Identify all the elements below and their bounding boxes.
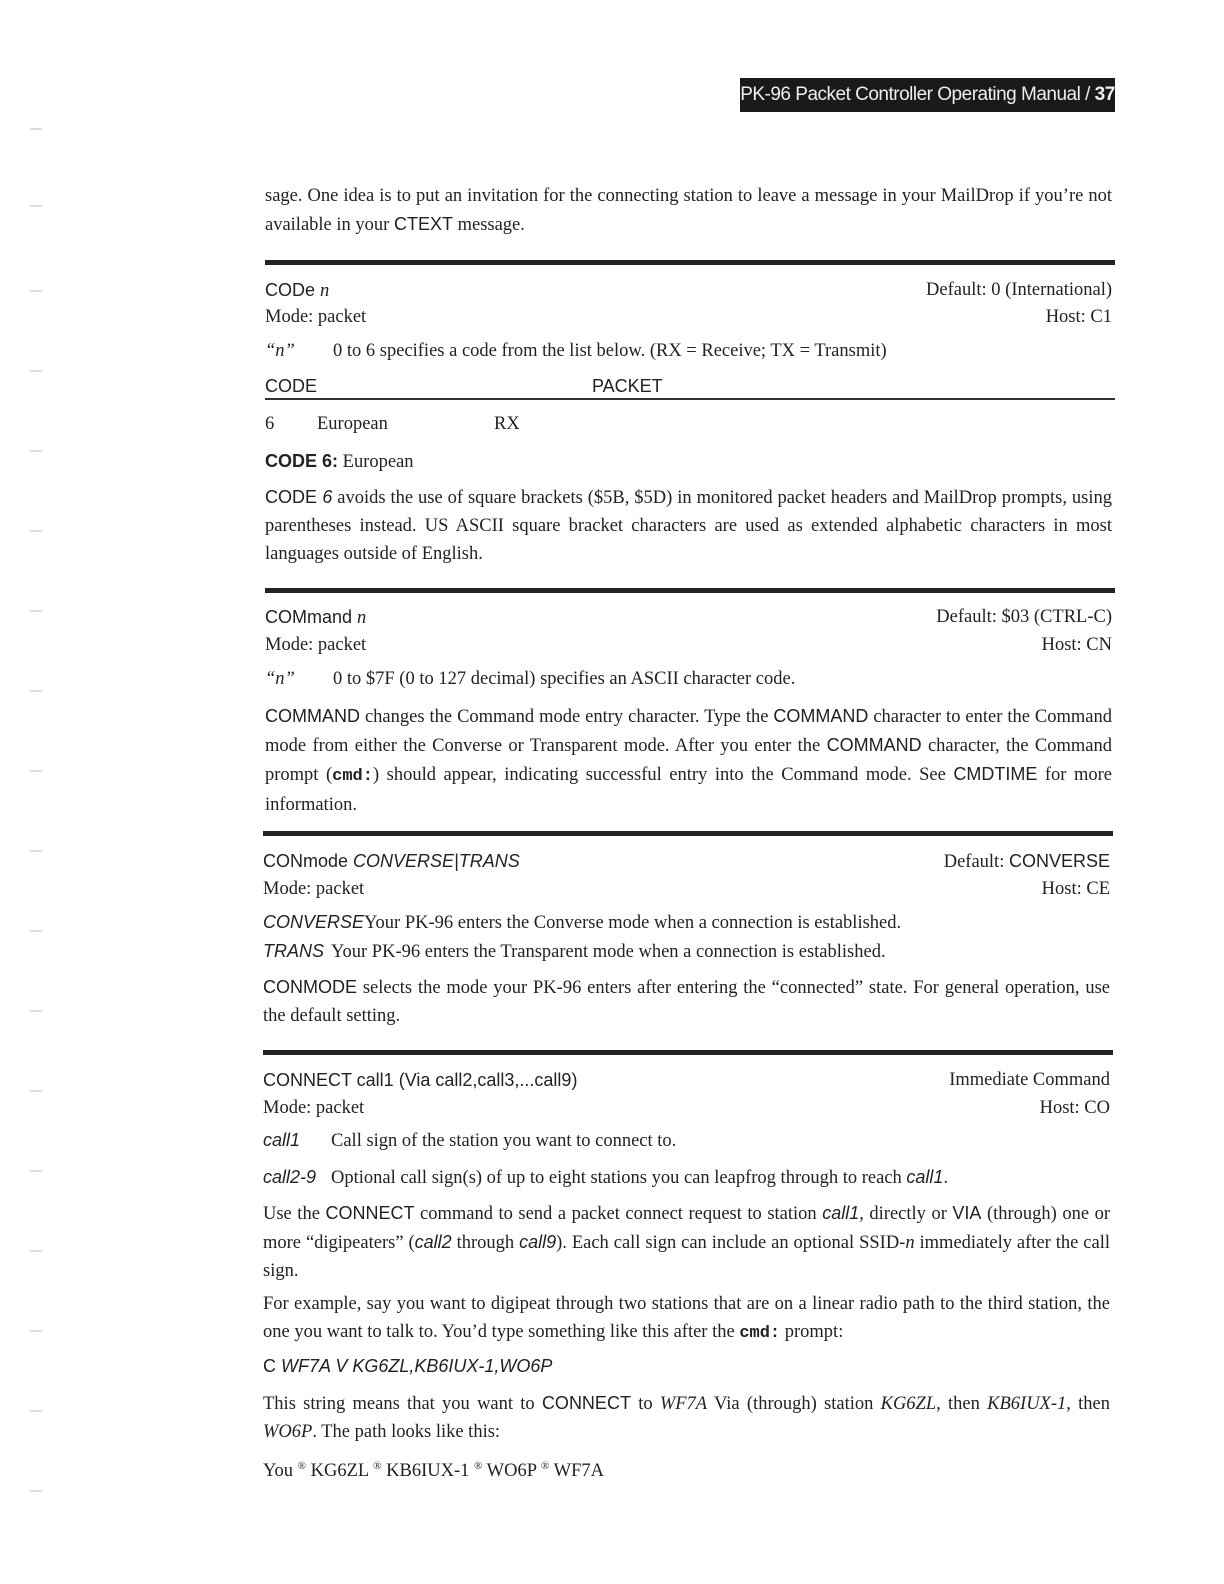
conmode-paragraph xyxy=(263,973,1110,1030)
param-term: “n” xyxy=(265,669,295,689)
text-run: For example, say you want to digipeat through two stations that are on a linear radio path to the third station, the one you want to talk to. You’d type something like this after the xyxy=(263,1294,1110,1342)
text-run: WO6P xyxy=(482,1461,541,1482)
param-desc: 0 to $7F (0 to 127 decimal) specifies an ASCII character code. xyxy=(333,669,796,689)
margin-mark xyxy=(30,450,42,452)
text-run: CONmode xyxy=(263,851,354,871)
margin-mark xyxy=(30,610,42,612)
text-run: (through) one or more “digipeaters” ( xyxy=(263,1204,1111,1253)
section-rule xyxy=(265,588,1115,593)
margin-mark xyxy=(30,1010,42,1012)
text-run: WO6P xyxy=(263,1422,313,1442)
text-run: CTEXT xyxy=(393,214,453,234)
text-run: ® xyxy=(540,1460,550,1472)
command-name xyxy=(265,276,329,305)
margin-mark xyxy=(30,1410,42,1412)
param-desc: Optional call sign(s) of up to eight stations you can leapfrog through to reach xyxy=(331,1168,907,1188)
text-run: cmd: xyxy=(739,1324,781,1343)
param-desc: Call sign of the station you want to connect to. xyxy=(331,1131,677,1151)
text-run: VIA xyxy=(952,1203,982,1223)
text-run: , then xyxy=(1066,1394,1110,1414)
text-run: character, the Command prompt ( xyxy=(265,736,1112,785)
text-run: avoids the use of square brackets ($5B, $5D) in monitored packet headers and MailDrop prompts, using parentheses instead. US ASCII square bracket characters are used as extended alphabetic characters in most languages outside of English. xyxy=(265,488,1112,564)
text-run: WF7A V KG6ZL,KB6IUX-1,WO6P xyxy=(281,1356,553,1376)
table-rule xyxy=(265,398,1115,400)
margin-mark xyxy=(30,850,42,852)
command-name xyxy=(263,847,520,876)
text-run: changes the Command mode entry character. Type the xyxy=(360,707,774,727)
table-cell-packet: RX xyxy=(494,414,520,434)
section-rule xyxy=(263,831,1113,836)
text-run: 6: xyxy=(322,451,339,471)
text-run: n xyxy=(357,608,367,628)
host: Host: CO xyxy=(1039,1098,1110,1118)
text-run: call1 xyxy=(822,1203,860,1223)
connect-param xyxy=(263,1126,1110,1155)
text-run: n xyxy=(320,281,330,301)
text-run: COMMAND xyxy=(773,706,869,726)
header-title: PK-96 Packet Controller Operating Manual / xyxy=(740,84,1095,105)
conmode-mode-row xyxy=(263,875,1110,903)
margin-mark xyxy=(30,1170,42,1172)
text-run: CODe xyxy=(265,280,321,300)
code-table-header xyxy=(265,372,1112,400)
connect-mode-row xyxy=(263,1094,1110,1122)
param-desc: Your PK-96 enters the Transparent mode when a connection is established. xyxy=(331,942,886,962)
text-run: KG6ZL xyxy=(880,1394,937,1414)
table-row xyxy=(265,410,1112,438)
margin-mark xyxy=(30,290,42,292)
param-desc-call: call1 xyxy=(906,1167,944,1187)
text-run: CONNECT xyxy=(325,1203,415,1223)
default-value xyxy=(944,847,1110,876)
margin-mark xyxy=(30,128,42,130)
connect-example xyxy=(263,1352,1110,1381)
text-run: command to send a packet connect request to station xyxy=(414,1204,823,1224)
text-run: . The path looks like this: xyxy=(312,1422,501,1442)
text-run: call9 xyxy=(519,1232,557,1252)
connect-entry-head xyxy=(263,1066,1110,1095)
text-run: COMmand xyxy=(265,607,358,627)
margin-mark xyxy=(30,1490,42,1492)
text-run: KB6IUX-1 xyxy=(381,1461,474,1482)
conmode-param xyxy=(263,908,1110,937)
text-run: You xyxy=(263,1461,298,1482)
text-run: ® xyxy=(474,1460,483,1472)
param-term: CONVERSE xyxy=(263,912,365,932)
text-run: message. xyxy=(452,215,525,235)
table-header-code: CODE xyxy=(265,376,318,396)
default-value: Immediate Command xyxy=(949,1070,1110,1090)
table-header-packet: PACKET xyxy=(592,376,663,396)
text-run: WF7A xyxy=(549,1461,604,1482)
mode: Mode: packet xyxy=(263,1098,365,1118)
connect-paragraph-2 xyxy=(263,1290,1110,1348)
text-run: European xyxy=(338,452,414,472)
code-entry-head xyxy=(265,276,1112,305)
text-run: CONNECT xyxy=(541,1393,631,1413)
text-run: This string means that you want to xyxy=(263,1394,542,1414)
text-run: CMDTIME xyxy=(953,764,1038,784)
text-run: KG6ZL xyxy=(306,1461,374,1482)
text-run: Via (through) station xyxy=(707,1394,881,1414)
host: Host: C1 xyxy=(1045,307,1112,327)
text-run: ® xyxy=(373,1460,382,1472)
text-run: Use the xyxy=(263,1204,326,1224)
text-run: , then xyxy=(936,1394,988,1414)
table-cell-name: European xyxy=(317,414,388,434)
param-term: TRANS xyxy=(263,941,325,961)
margin-mark xyxy=(30,690,42,692)
param-term: call2-9 xyxy=(263,1167,317,1187)
intro-paragraph xyxy=(265,182,1112,239)
margin-mark xyxy=(30,1250,42,1252)
text-run: Default: xyxy=(943,852,1009,872)
mode: Mode: packet xyxy=(263,879,365,899)
host: Host: CE xyxy=(1041,879,1110,899)
text-run: immediately after the call sign. xyxy=(263,1233,1110,1281)
text-run: CONVERSE|TRANS xyxy=(353,851,520,871)
code-mode-row xyxy=(265,303,1112,331)
text-run: CONVERSE xyxy=(1008,851,1110,871)
running-header xyxy=(740,78,1115,112)
text-run: 6 xyxy=(322,487,333,507)
text-run: C xyxy=(263,1356,281,1376)
connect-path xyxy=(263,1452,1110,1485)
text-run: ® xyxy=(297,1460,306,1472)
param-desc-end: . xyxy=(943,1168,949,1188)
param-term: call1 xyxy=(263,1130,301,1150)
default-value: Default: 0 (International) xyxy=(926,280,1112,300)
text-run: CONMODE xyxy=(263,977,357,997)
connect-param xyxy=(263,1163,1110,1192)
text-run: through xyxy=(451,1233,520,1253)
param-desc: 0 to 6 specifies a code from the list below. (RX = Receive; TX = Transmit) xyxy=(333,341,887,361)
connect-paragraph-1 xyxy=(263,1199,1110,1285)
text-run: to xyxy=(630,1394,660,1414)
text-run: , directly or xyxy=(859,1204,953,1224)
conmode-entry-head xyxy=(263,847,1110,876)
text-run: cmd: xyxy=(332,767,373,786)
conmode-param xyxy=(263,937,1110,966)
text-run: CODE xyxy=(265,451,323,471)
text-run: KB6IUX-1 xyxy=(987,1394,1067,1414)
text-run: WF7A xyxy=(659,1394,708,1414)
text-run: CODE xyxy=(265,487,323,507)
text-run: character to enter the Command mode from either the Converse or Transparent mode. After you enter the xyxy=(265,707,1112,756)
host: Host: CN xyxy=(1041,635,1112,655)
table-cell-code: 6 xyxy=(265,414,275,434)
param-desc: Your PK-96 enters the Converse mode when a connection is established. xyxy=(364,913,902,933)
param-term: “n” xyxy=(265,341,295,361)
page-number: 37 xyxy=(1094,84,1115,105)
text-run: sage. One idea is to put an invitation for the connecting station to leave a message in your MailDrop if you’re not available in your xyxy=(265,186,1112,235)
margin-mark xyxy=(30,205,42,207)
code-paragraph xyxy=(265,483,1112,568)
command-paragraph xyxy=(265,702,1112,819)
margin-mark xyxy=(30,530,42,532)
command-name xyxy=(265,603,366,632)
margin-mark xyxy=(30,1090,42,1092)
margin-mark xyxy=(30,1330,42,1332)
text-run: prompt: xyxy=(780,1322,844,1342)
command-param xyxy=(265,665,1112,693)
text-run: COMMAND xyxy=(826,735,922,755)
code-param xyxy=(265,337,1112,365)
text-run: for more information. xyxy=(265,765,1112,815)
command-name xyxy=(263,1066,577,1095)
code-subhead xyxy=(265,447,1112,476)
connect-paragraph-3 xyxy=(263,1389,1110,1446)
mode: Mode: packet xyxy=(265,635,367,655)
text-run: ) should appear, indicating successful entry into the Command mode. See xyxy=(372,765,954,785)
text-run: selects the mode your PK-96 enters after entering the “connected” state. For general operation, use the default setting. xyxy=(263,978,1110,1026)
section-rule xyxy=(265,260,1115,265)
text-run: ). Each call sign can include an optional SSID- xyxy=(556,1233,906,1253)
command-entry-head xyxy=(265,603,1112,632)
mode: Mode: packet xyxy=(265,307,367,327)
text-run: n xyxy=(905,1233,915,1253)
margin-mark xyxy=(30,370,42,372)
default-value: Default: $03 (CTRL-C) xyxy=(936,607,1112,627)
margin-mark xyxy=(30,930,42,932)
margin-mark xyxy=(30,770,42,772)
text-run: COMMAND xyxy=(265,706,360,726)
text-run: CONNECT call1 (Via call2,call3,...call9) xyxy=(263,1070,578,1090)
command-mode-row xyxy=(265,631,1112,659)
text-run: call2 xyxy=(414,1232,452,1252)
section-rule xyxy=(263,1050,1113,1055)
